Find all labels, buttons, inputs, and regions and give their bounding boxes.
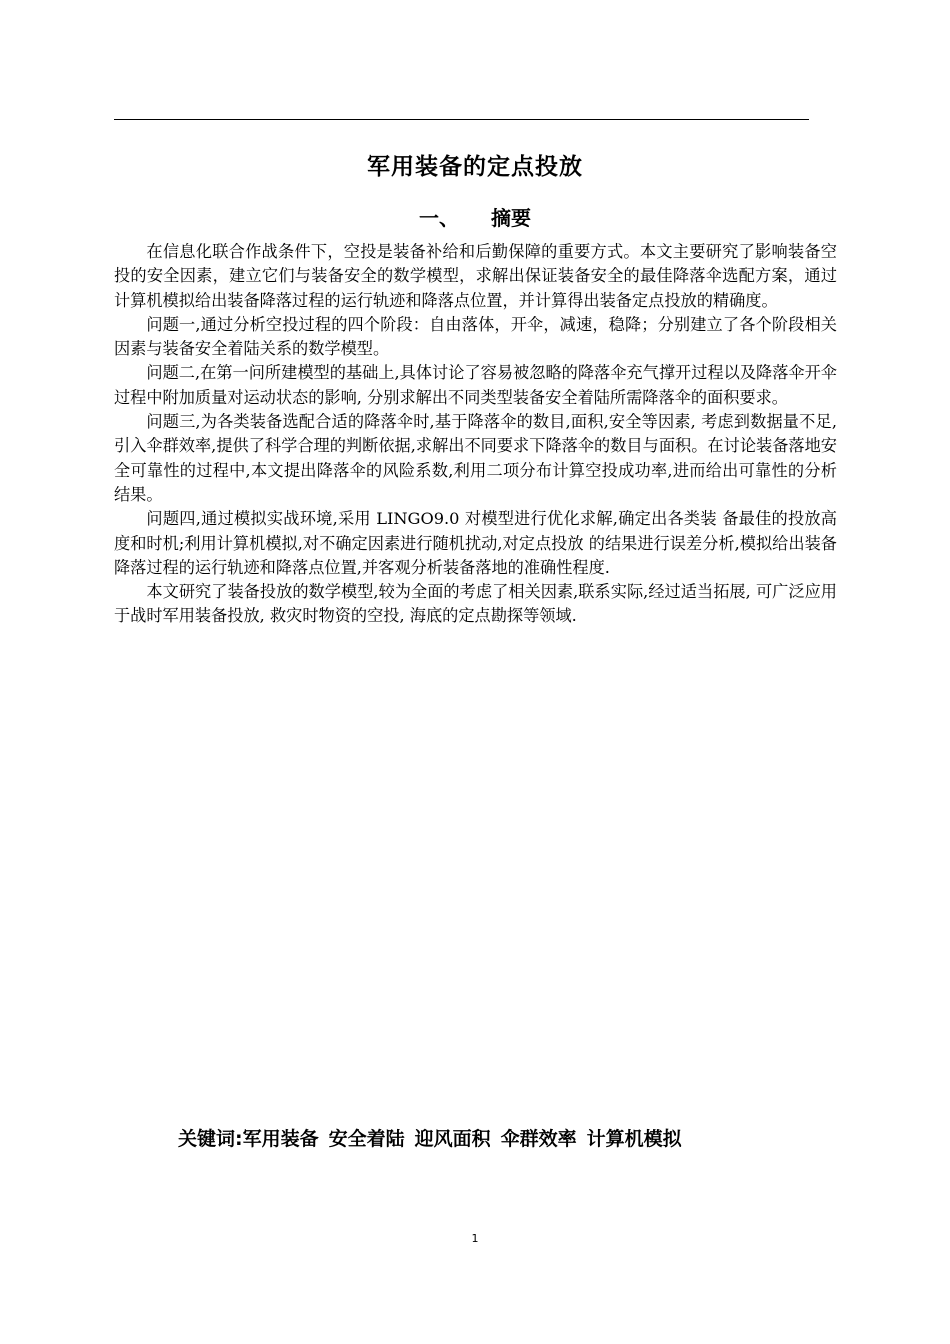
abstract-paragraph-problem-1: 问题一,通过分析空投过程的四个阶段：自由落体，开伞，减速，稳降；分别建立了各个阶段相关因素与装备安全着陆关系的数学模型。	[114, 314, 837, 359]
keyword: 安全着陆	[328, 1128, 405, 1150]
abstract-paragraph-conclusion: 本文研究了装备投放的数学模型,较为全面的考虑了相关因素,联系实际,经过适当拓展, 可广泛应用于战时军用装备投放, 救灾时物资的空投, 海底的定点勘探等领域.	[114, 582, 837, 626]
section-number: 一、	[419, 206, 459, 230]
abstract-paragraph-problem-3: 问题三,为各类装备选配合适的降落伞时,基于降落伞的数目,面积,安全等因素, 考虑到数据量不足,引入伞群效率,提供了科学合理的判断依据,求解出不同要求下降落伞的数目与面积。在讨论装备落地安全可靠性的过程中,本文提出降落伞的风险系数,利用二项分布计算空投成功率,进而给出可靠性的分析结果。	[114, 412, 837, 504]
keyword: 伞群效率	[500, 1128, 577, 1150]
abstract-paragraph-problem-4: 问题四,通过模拟实战环境,采用 LINGO9.0 对模型进行优化求解,确定出各类装 备最佳的投放高度和时机;利用计算机模拟,对不确定因素进行随机扰动,对定点投放 的结果进行误差分析,模拟给出装备降落过程的运行轨迹和降落点位置,并客观分析装备落地的准确性程度.	[114, 509, 837, 577]
keywords-line	[178, 1124, 878, 1151]
keywords-label: 关键词:	[178, 1128, 243, 1150]
keyword: 军用装备	[242, 1128, 319, 1150]
page-title: 军用装备的定点投放	[367, 154, 583, 180]
keyword: 迎风面积	[414, 1128, 491, 1150]
abstract-paragraph-problem-2: 问题二,在第一问所建模型的基础上,具体讨论了容易被忽略的降落伞充气撑开过程以及降落伞开伞过程中附加质量对运动状态的影响, 分别求解出不同类型装备安全着陆所需降落伞的面积要求。	[114, 363, 837, 407]
keyword: 计算机模拟	[586, 1128, 682, 1150]
section-heading	[0, 202, 950, 231]
abstract-paragraph-intro: 在信息化联合作战条件下，空投是装备补给和后勤保障的重要方式。本文主要研究了影响装备空投的安全因素，建立它们与装备安全的数学模型，求解出保证装备安全的最佳降落伞选配方案，通过计算机模拟给出装备降落过程的运行轨迹和降落点位置，并计算得出装备定点投放的精确度。	[114, 242, 837, 310]
section-title: 摘要	[491, 206, 531, 230]
page-number: 1	[471, 1232, 479, 1245]
header-rule	[114, 119, 809, 120]
abstract-body	[114, 240, 837, 629]
